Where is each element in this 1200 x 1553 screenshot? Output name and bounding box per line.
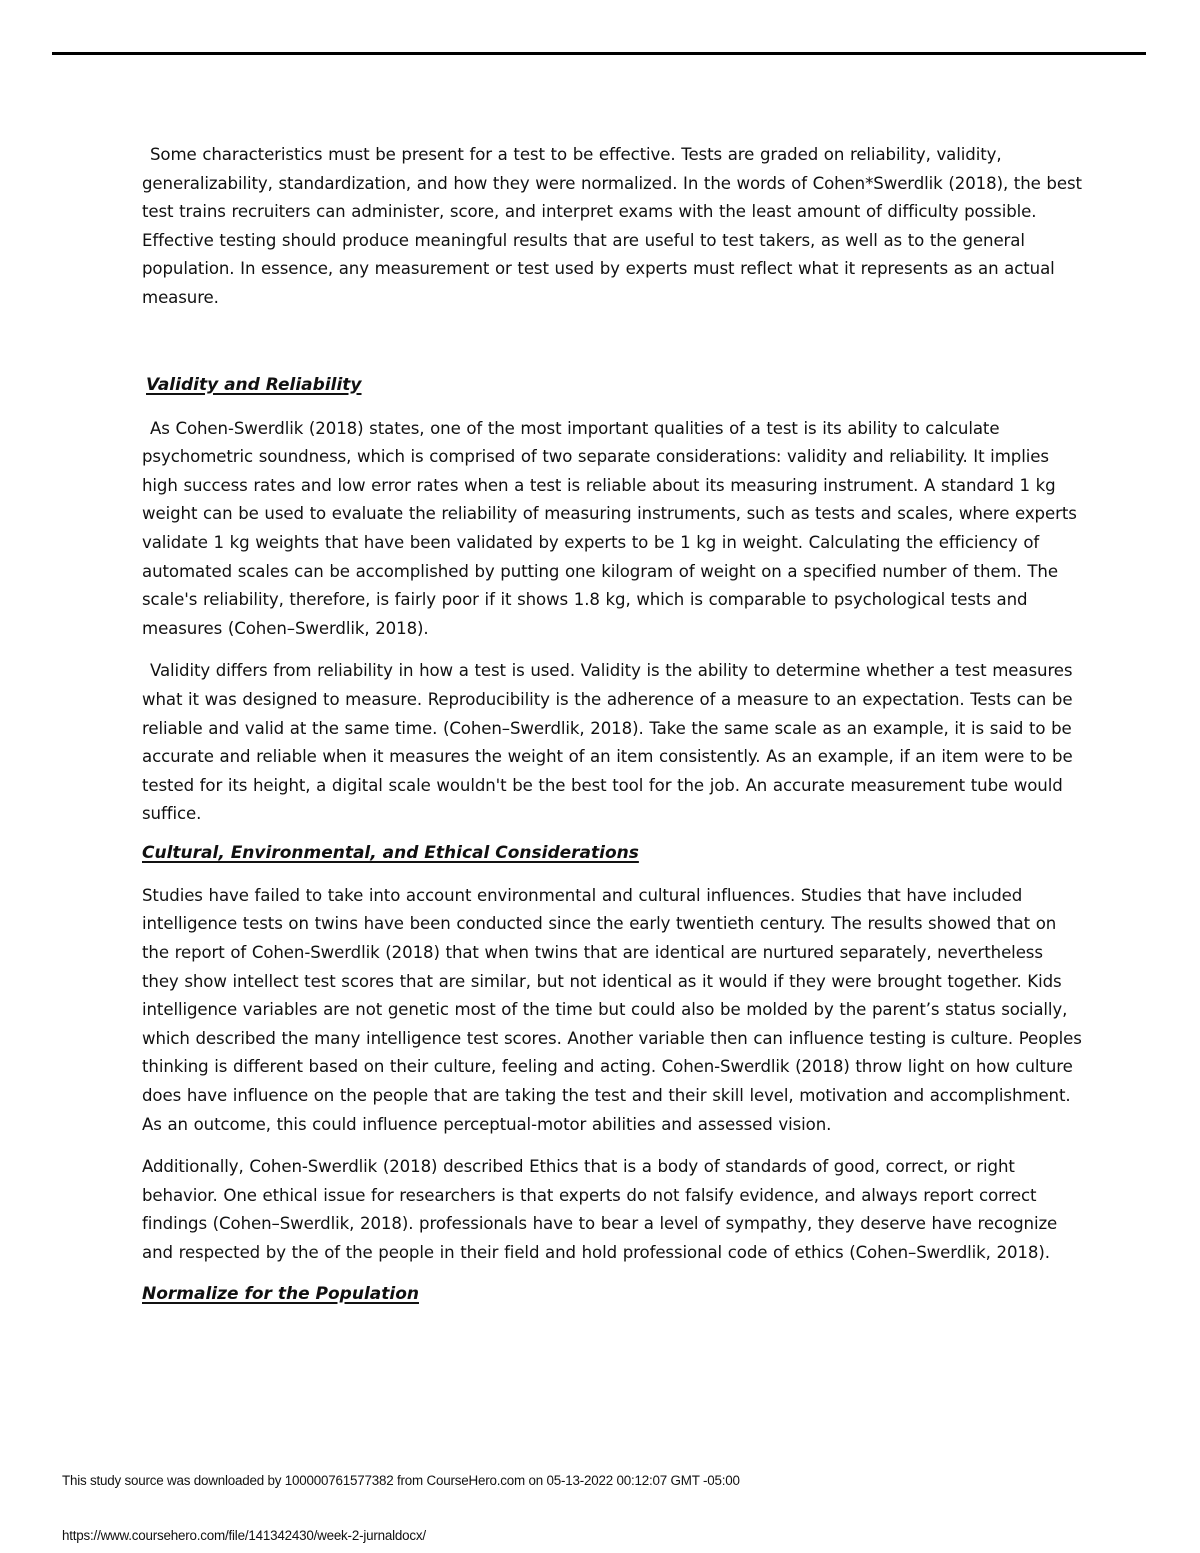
heading-normalize-population: Normalize for the Population (142, 1283, 419, 1304)
cultural-paragraph-1: Studies have failed to take into account environmental and cultural influences. Studies that have included intelligence tests on twins have been conducted since the early twentieth century. The results showed that on the report of Cohen-Swerdlik (2018) that when twins that are identical are nurtured separately, nevertheless they show intellect test scores that are similar, but not identical as it would if they were brought together. Kids intelligence variables are not genetic most of the time but could also be molded by the parent’s status socially, which described the many intelligence test scores. Another variable then can influence testing is culture. Peoples thinking is different based on their culture, feeling and acting. Cohen-Swerdlik (2018) throw light on how culture does have influence on the people that are taking the test and their skill level, motivation and accomplishment. As an outcome, this could influence perceptual-motor abilities and assessed vision. (142, 885, 1082, 1134)
document-body (142, 141, 1082, 1308)
cultural-paragraph-2: Additionally, Cohen-Swerdlik (2018) described Ethics that is a body of standards of good, correct, or right behavior. One ethical issue for researchers is that experts do not falsify evidence, and always report correct findings (Cohen–Swerdlik, 2018). professionals have to bear a level of sympathy, they deserve have recognize and respected by the of the people in their field and hold professional code of ethics (Cohen–Swerdlik, 2018). (142, 1157, 1058, 1262)
heading-validity-reliability: Validity and Reliability (146, 374, 362, 395)
download-source-note: This study source was downloaded by 100000761577382 from CourseHero.com on 05-13-2022 00:12:07 GMT -05:00 (62, 1473, 740, 1488)
intro-paragraph: Some characteristics must be present for a test to be effective. Tests are graded on reliability, validity, generalizability, standardization, and how they were normalized. In the words of Cohen*Swerdlik (2018), the best test trains recruiters can administer, score, and interpret exams with the least amount of difficulty possible. Effective testing should produce meaningful results that are useful to test takers, as well as to the general population. In essence, any measurement or test used by experts must reflect what it represents as an actual measure. (142, 145, 1082, 307)
heading-cultural-considerations: Cultural, Environmental, and Ethical Considerations (142, 842, 639, 863)
validity-paragraph-1: As Cohen-Swerdlik (2018) states, one of the most important qualities of a test is its ability to calculate psychometric soundness, which is comprised of two separate considerations: validity and reliability. It implies high success rates and low error rates when a test is reliable about its measuring instrument. A standard 1 kg weight can be used to evaluate the reliability of measuring instruments, such as tests and scales, where experts validate 1 kg weights that have been validated by experts to be 1 kg in weight. Calculating the efficiency of automated scales can be accomplished by putting one kilogram of weight on a specified number of them. The scale's reliability, therefore, is fairly poor if it shows 1.8 kg, which is comparable to psychological tests and measures (Cohen–Swerdlik, 2018). (142, 418, 1077, 638)
validity-paragraph-2: Validity differs from reliability in how a test is used. Validity is the ability to determine whether a test measures what it was designed to measure. Reproducibility is the adherence of a measure to an expectation. Tests can be reliable and valid at the same time. (Cohen–Swerdlik, 2018). Take the same scale as an example, it is said to be accurate and reliable when it measures the weight of an item consistently. As an example, if an item were to be tested for its height, a digital scale wouldn't be the best tool for the job. An accurate measurement tube would suffice. (142, 661, 1073, 824)
top-divider (52, 52, 1146, 55)
source-url[interactable]: https://www.coursehero.com/file/141342430/week-2-jurnaldocx/ (62, 1528, 426, 1543)
